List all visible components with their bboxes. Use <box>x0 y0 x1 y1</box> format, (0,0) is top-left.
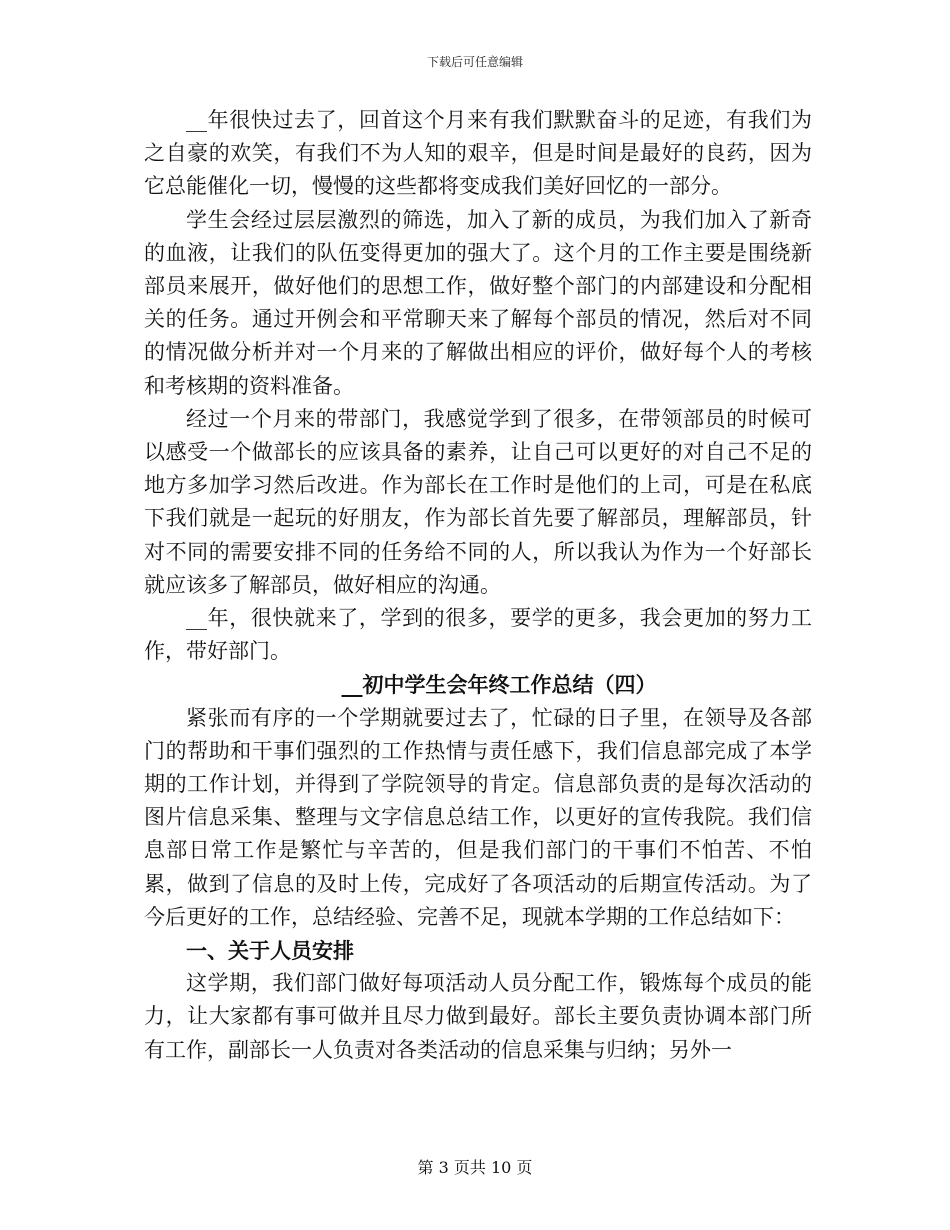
document-body <box>144 104 812 1067</box>
page-header-note: 下载后可任意编辑 <box>426 55 523 69</box>
paragraph-5: 紧张而有序的一个学期就要过去了，忙碌的日子里，在领导及各部门的帮助和干事们强烈的工作热情与责任感下，我们信息部完成了本学期的工作计划，并得到了学院领导的肯定。信息部负责的是每次活动的图片信息采集、整理与文字信息总结工作，以更好的宣传我院。我们信息部日常工作是繁忙与辛苦的，但是我们部门的干事们不怕苦、不怕累，做到了信息的及时上传，完成好了各项活动的后期宣传活动。为了今后更好的工作，总结经验、完善不足，现就本学期的工作总结如下： <box>144 705 812 929</box>
paragraph-3: 经过一个月来的带部门，我感觉学到了很多，在带领部员的时候可以感受一个做部长的应该具备的素养，让自己可以更好的对自己不足的地方多加学习然后改进。作为部长在工作时是他们的上司，可是在私底下我们就是一起玩的好朋友，作为部长首先要了解部员，理解部员，针对不同的需要安排不同的任务给不同的人，所以我认为作为一个好部长就应该多了解部员，做好相应的沟通。 <box>144 406 812 597</box>
paragraph-1: __年很快过去了，回首这个月来有我们默默奋斗的足迹，有我们为之自豪的欢笑，有我们不为人知的艰辛，但是时间是最好的良药，因为它总能催化一切，慢慢的这些都将变成我们美好回忆的一部分。 <box>144 108 812 199</box>
paragraph-2: 学生会经过层层激烈的筛选，加入了新的成员，为我们加入了新奇的血液，让我们的队伍变得更加的强大了。这个月的工作主要是围绕新部员来展开，做好他们的思想工作，做好整个部门的内部建设和分配相关的任务。通过开例会和平常聊天来了解每个部员的情况，然后对不同的情况做分析并对一个月来的了解做出相应的评价，做好每个人的考核和考核期的资料准备。 <box>144 207 812 398</box>
paragraph-6: 这学期，我们部门做好每项活动人员分配工作，锻炼每个成员的能力，让大家都有事可做并且尽力做到最好。部长主要负责协调本部门所有工作，副部长一人负责对各类活动的信息采集与归纳；另外一 <box>144 971 812 1062</box>
subheading-personnel: 一、关于人员安排 <box>186 938 354 964</box>
page-number-footer: 第 3 页共 10 页 <box>417 1158 533 1177</box>
section-title: __初中学生会年终工作总结（四） <box>341 672 657 698</box>
paragraph-4: __年，很快就来了，学到的很多，要学的更多，我会更加的努力工作，带好部门。 <box>144 606 812 664</box>
